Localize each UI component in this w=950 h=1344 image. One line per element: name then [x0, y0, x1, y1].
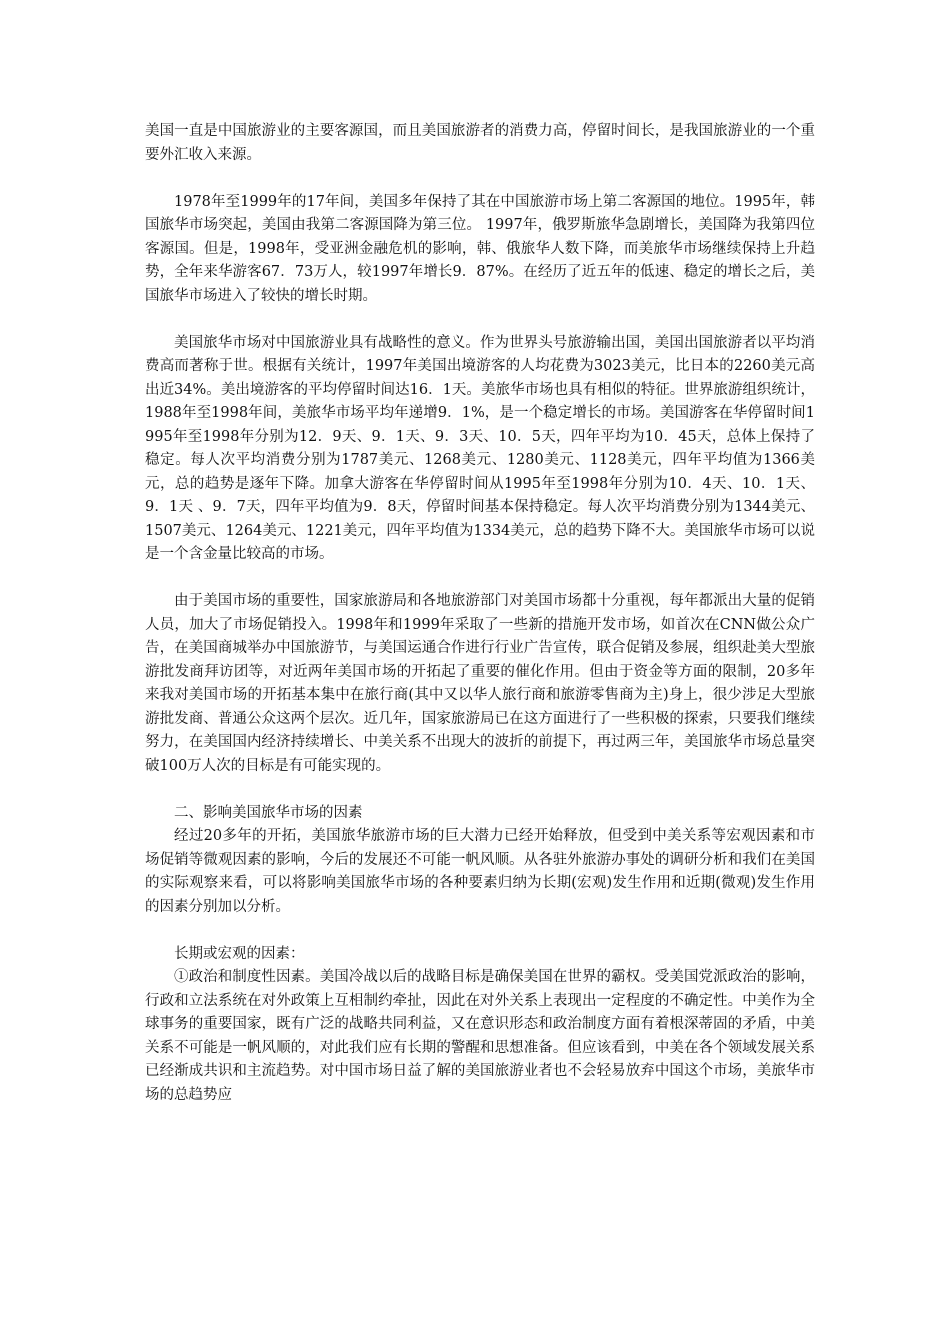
- section-heading-factors: 二、影响美国旅华市场的因素: [174, 804, 363, 821]
- document-page: [145, 120, 815, 1107]
- paragraph-gap: [145, 308, 815, 332]
- subheading-long-term-factors: 长期或宏观的因素：: [174, 945, 305, 962]
- paragraph-gap: [145, 567, 815, 591]
- paragraph-factors-overview: 经过20多年的开拓，美国旅华旅游市场的巨大潜力已经开始释放，但受到中美关系等宏观因素和市场促销等微观因素的影响，今后的发展还不可能一帆风顺。从各驻外旅游办事处的调研分析和我们在美国的实际观察来看，可以将影响美国旅华市场的各种要素归纳为长期(宏观)发生作用和近期(微观)发生作用的因素分别加以分析。: [145, 828, 815, 915]
- paragraph-intro: 美国一直是中国旅游业的主要客源国，而且美国旅游者的消费力高，停留时间长，是我国旅游业的一个重要外汇收入来源。: [145, 123, 815, 163]
- paragraph-gap: [145, 919, 815, 943]
- paragraph-gap: [145, 778, 815, 802]
- paragraph-strategic-significance: 美国旅华市场对中国旅游业具有战略性的意义。作为世界头号旅游输出国，美国出国旅游者以平均消费高而著称于世。根据有关统计，1997年美国出境游客的人均花费为3023美元，比日本的2260美元高出近34%。美出境游客的平均停留时间达16．1天。美旅华市场也具有相似的特征。世界旅游组织统计，1988年至1998年间，美旅华市场平均年递增9．1%，是一个稳定增长的市场。美国游客在华停留时间1995年至1998年分别为12．9天、9．1天、9．3天、10．5天，四年平均为10．45天，总体上保持了稳定。每人次平均消费分别为1787美元、1268美元、1280美元、1128美元，四年平均值为1366美元，总的趋势是逐年下降。加拿大游客在华停留时间从1995年至1998年分别为10．4天、10．1天、9．1天 、9．7天，四年平均值为9．8天，停留时间基本保持稳定。每人次平均消费分别为1344美元、1507美元、1264美元、1221美元，四年平均值为1334美元，总的趋势下降不大。美国旅华市场可以说是一个含金量比较高的市场。: [145, 334, 815, 562]
- paragraph-gap: [145, 167, 815, 191]
- paragraph-market-position: 1978年至1999年的17年间，美国多年保持了其在中国旅游市场上第二客源国的地位。1995年，韩国旅华市场突起，美国由我第二客源国降为第三位。 1997年，俄罗斯旅华急剧增长，美国降为我第四位客源国。但是，1998年，受亚洲金融危机的影响，韩、俄旅华人数下降，而美旅华市场继续保持上升趋势，全年来华游客67．73万人，较1997年增长9．87%。在经历了近五年的低速、稳定的增长之后，美国旅华市场进入了较快的增长时期。: [145, 193, 815, 304]
- paragraph-political-factors: ①政治和制度性因素。美国冷战以后的战略目标是确保美国在世界的霸权。受美国党派政治的影响，行政和立法系统在对外政策上互相制约牵扯，因此在对外关系上表现出一定程度的不确定性。中美作为全球事务的重要国家，既有广泛的战略共同利益，又在意识形态和政治制度方面有着根深蒂固的矛盾，中美关系不可能是一帆风顺的，对此我们应有长期的警醒和思想准备。但应该看到，中美在各个领域发展关系已经渐成共识和主流趋势。对中国市场日益了解的美国旅游业者也不会轻易放弃中国这个市场，美旅华市场的总趋势应: [145, 969, 815, 1103]
- paragraph-promotion: 由于美国市场的重要性，国家旅游局和各地旅游部门对美国市场都十分重视，每年都派出大量的促销人员，加大了市场促销投入。1998年和1999年采取了一些新的措施开发市场，如首次在CNN做公众广告，在美国商城举办中国旅游节，与美国运通合作进行行业广告宣传，联合促销及参展，组织赴美大型旅游批发商拜访团等，对近两年美国市场的开拓起了重要的催化作用。但由于资金等方面的限制，20多年来我对美国市场的开拓基本集中在旅行商(其中又以华人旅行商和旅游零售商为主)身上，很少涉足大型旅游批发商、普通公众这两个层次。近几年，国家旅游局已在这方面进行了一些积极的探索，只要我们继续努力，在美国国内经济持续增长、中美关系不出现大的波折的前提下，再过两三年，美国旅华市场总量突破100万人次的目标是有可能实现的。: [145, 593, 815, 774]
